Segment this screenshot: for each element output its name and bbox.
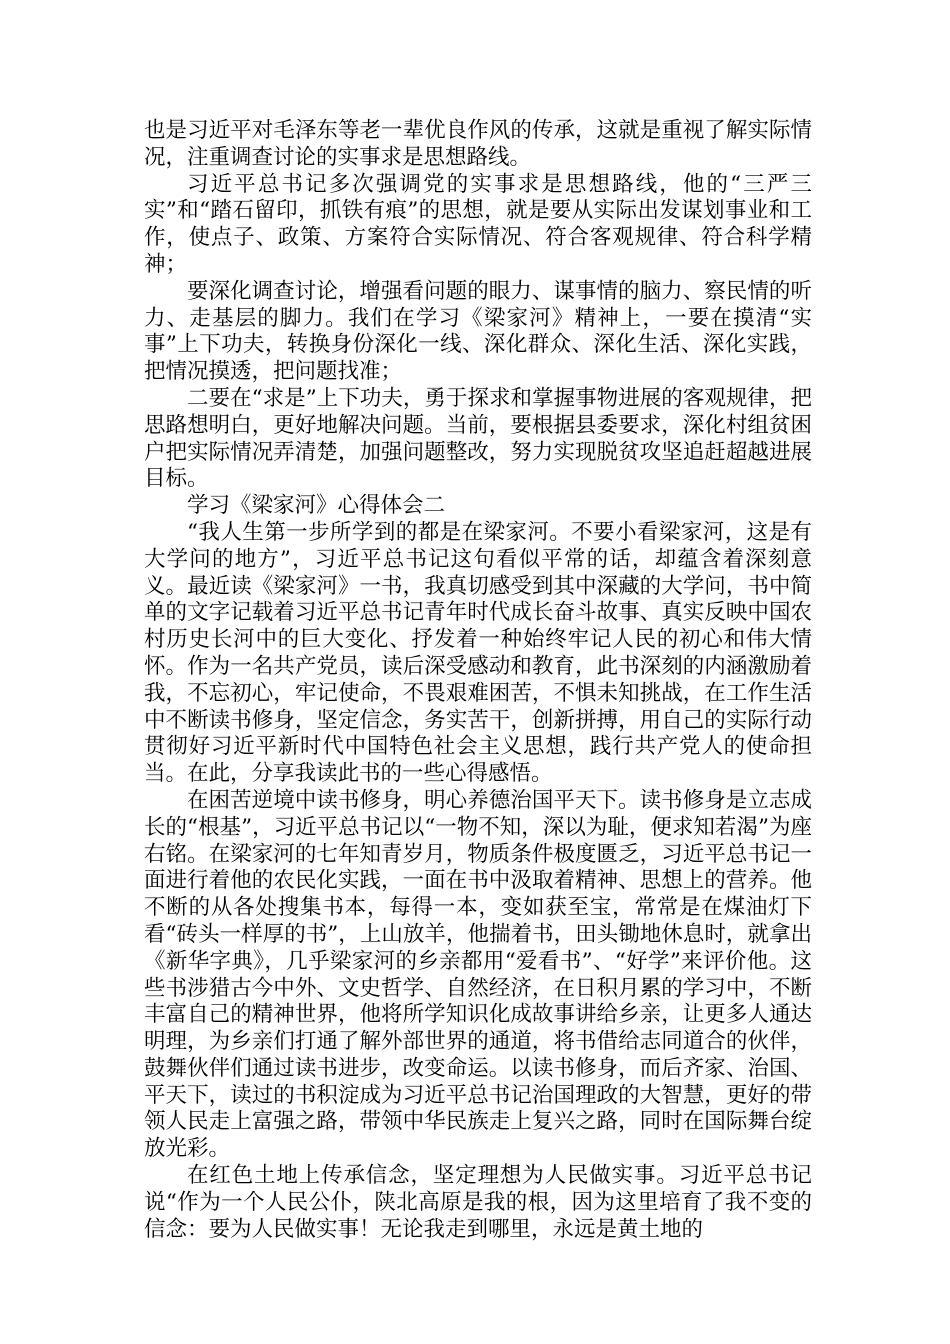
paragraph: 也是习近平对毛泽东等老一辈优良作风的传承，这就是重视了解实际情况，注重调查讨论的实事求是思想路线。 bbox=[144, 118, 812, 170]
paragraph: 二要在“求是”上下功夫，勇于探求和掌握事物进展的客观规律，把思路想明白，更好地解决问题。当前，要根据县委要求，深化村组贫困户把实际情况弄清楚，加强问题整改，努力实现脱贫攻坚追赶超越进展目标。 bbox=[144, 385, 812, 492]
paragraph: 要深化调查讨论，增强看问题的眼力、谋事情的脑力、察民情的听力、走基层的脚力。我们在学习《梁家河》精神上，一要在摸清“实事”上下功夫，转换身份深化一线、深化群众、深化生活、深化实践，把情况摸透，把问题找准； bbox=[144, 278, 812, 385]
paragraph: 在困苦逆境中读书修身，明心养德治国平天下。读书修身是立志成长的“根基”，习近平总书记以“一物不知，深以为耻，便求知若渴”为座右铭。在梁家河的七年知青岁月，物质条件极度匮乏，习近平总书记一面进行着他的农民化实践，一面在书中汲取着精神、思想上的营养。他不断的从各处搜集书本，每得一本，变如获至宝，常常是在煤油灯下看“砖头一样厚的书”，上山放羊，他揣着书，田头锄地休息时，就拿出《新华字典》，几乎梁家河的乡亲都用“爱看书”、“好学”来评价他。这些书涉猎古今中外、文史哲学、自然经济，在日积月累的学习中，不断丰富自己的精神世界，他将所学知识化成故事讲给乡亲，让更多人通达明理，为乡亲们打通了解外部世界的通道，将书借给志同道合的伙伴，鼓舞伙伴们通过读书进步，改变命运。以读书修身，而后齐家、治国、平天下，读过的书积淀成为习近平总书记治国理政的大智慧，更好的带领人民走上富强之路，带领中华民族走上复兴之路，同时在国际舞台绽放光彩。 bbox=[144, 787, 812, 1162]
paragraph: 在红色土地上传承信念，坚定理想为人民做实事。习近平总书记说“作为一个人民公仆，陕北高原是我的根，因为这里培育了我不变的信念：要为人民做实事！无论我走到哪里，永远是黄土地的 bbox=[144, 1163, 812, 1242]
paragraph: “我人生第一步所学到的都是在梁家河。不要小看梁家河，这是有大学问的地方”，习近平总书记这句看似平常的话，却蕴含着深刻意义。最近读《梁家河》一书，我真切感受到其中深藏的大学问，书中简单的文字记载着习近平总书记青年时代成长奋斗故事、真实反映中国农村历史长河中的巨大变化、抒发着一种始终牢记人民的初心和伟大情怀。作为一名共产党员，读后深受感动和教育，此书深刻的内涵激励着我，不忘初心，牢记使命，不畏艰难困苦，不惧未知挑战，在工作生活中不断读书修身，坚定信念，务实苦干，创新拼搏，用自己的实际行动贯彻好习近平新时代中国特色社会主义思想，践行共产党人的使命担当。在此，分享我读此书的一些心得感悟。 bbox=[144, 519, 812, 787]
document-body bbox=[144, 118, 812, 1243]
paragraph: 习近平总书记多次强调党的实事求是思想路线，他的“三严三实”和“踏石留印，抓铁有痕”的思想，就是要从实际出发谋划事业和工作，使点子、政策、方案符合实际情况、符合客观规律、符合科学精神； bbox=[144, 171, 812, 277]
section-heading: 学习《梁家河》心得体会二 bbox=[187, 493, 446, 519]
